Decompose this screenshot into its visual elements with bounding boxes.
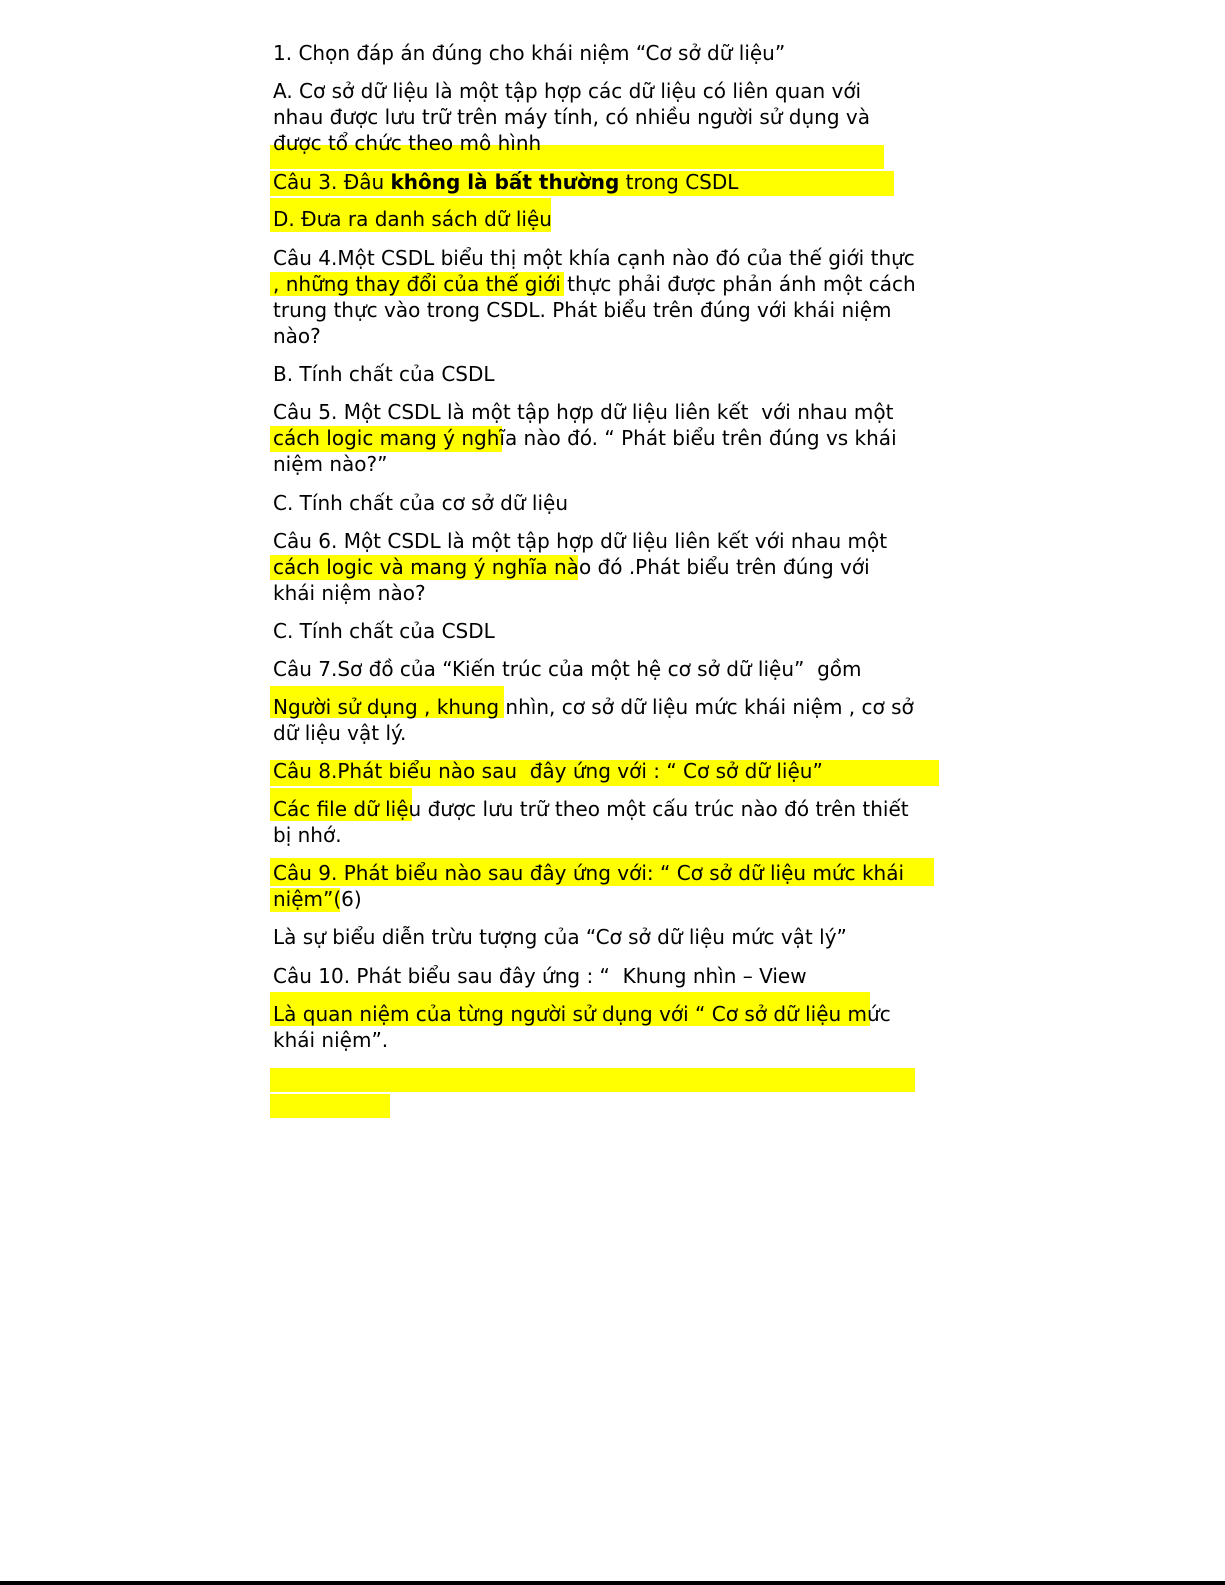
question-7: Câu 7.Sơ đồ của “Kiến trúc của một hệ cơ sở dữ liệu” gồm <box>273 657 862 681</box>
answer-9: Là sự biểu diễn trừu tượng của “Cơ sở dữ liệu mức vật lý” <box>273 925 847 949</box>
answer-6: C. Tính chất của CSDL <box>273 619 495 643</box>
question-3-prefix: Câu 3. Đâu <box>273 170 391 194</box>
answer-4: B. Tính chất của CSDL <box>273 362 495 386</box>
question-1: 1. Chọn đáp án đúng cho khái niệm “Cơ sở dữ liệu” <box>273 41 786 65</box>
question-10: Câu 10. Phát biểu sau đây ứng : “ Khung nhìn – View <box>273 964 807 988</box>
question-3 <box>273 169 738 195</box>
question-4-line: , những thay đổi của thế giới thực phải được phản ánh một cách <box>273 272 916 296</box>
question-3-suffix: trong CSDL <box>619 170 739 194</box>
answer-1-line: được tổ chức theo mô hình <box>273 131 542 155</box>
answer-8-line: bị nhớ. <box>273 823 342 847</box>
question-9-line: niệm”(6) <box>273 887 362 911</box>
answer-1-line: A. Cơ sở dữ liệu là một tập hợp các dữ liệu có liên quan với <box>273 79 862 103</box>
question-4-line: trung thực vào trong CSDL. Phát biểu trên đúng với khái niệm <box>273 298 892 322</box>
question-5-line: niệm nào?” <box>273 452 388 476</box>
question-6-line: khái niệm nào? <box>273 581 426 605</box>
answer-10-line: khái niệm”. <box>273 1028 389 1052</box>
question-6-line: cách logic và mang ý nghĩa nào đó .Phát biểu trên đúng với <box>273 555 870 579</box>
question-9-line: Câu 9. Phát biểu nào sau đây ứng với: “ Cơ sở dữ liệu mức khái <box>273 861 905 885</box>
answer-5: C. Tính chất của cơ sở dữ liệu <box>273 491 568 515</box>
answer-3: D. Đưa ra danh sách dữ liệu <box>273 207 552 231</box>
answer-10-line: Là quan niệm của từng người sử dụng với “ Cơ sở dữ liệu mức <box>273 1002 891 1026</box>
highlight <box>270 1068 915 1092</box>
question-4-line: Câu 4.Một CSDL biểu thị một khía cạnh nào đó của thế giới thực <box>273 246 915 270</box>
answer-1-line: nhau được lưu trữ trên máy tính, có nhiều người sử dụng và <box>273 105 871 129</box>
highlight <box>270 1094 390 1118</box>
question-5-line: Câu 5. Một CSDL là một tập hợp dữ liệu liên kết với nhau một <box>273 400 894 424</box>
answer-7-line: dữ liệu vật lý. <box>273 721 407 745</box>
page-bottom-border <box>0 1581 1225 1585</box>
question-3-bold: không là bất thường <box>390 170 620 194</box>
question-5-line: cách logic mang ý nghĩa nào đó. “ Phát biểu trên đúng vs khái <box>273 426 897 450</box>
question-6-line: Câu 6. Một CSDL là một tập hợp dữ liệu liên kết với nhau một <box>273 529 888 553</box>
answer-8-line: Các file dữ liệu được lưu trữ theo một cấu trúc nào đó trên thiết <box>273 797 909 821</box>
answer-7-line: Người sử dụng , khung nhìn, cơ sở dữ liệu mức khái niệm , cơ sở <box>273 695 914 719</box>
question-8: Câu 8.Phát biểu nào sau đây ứng với : “ Cơ sở dữ liệu” <box>273 759 823 783</box>
question-4-line: nào? <box>273 324 321 348</box>
